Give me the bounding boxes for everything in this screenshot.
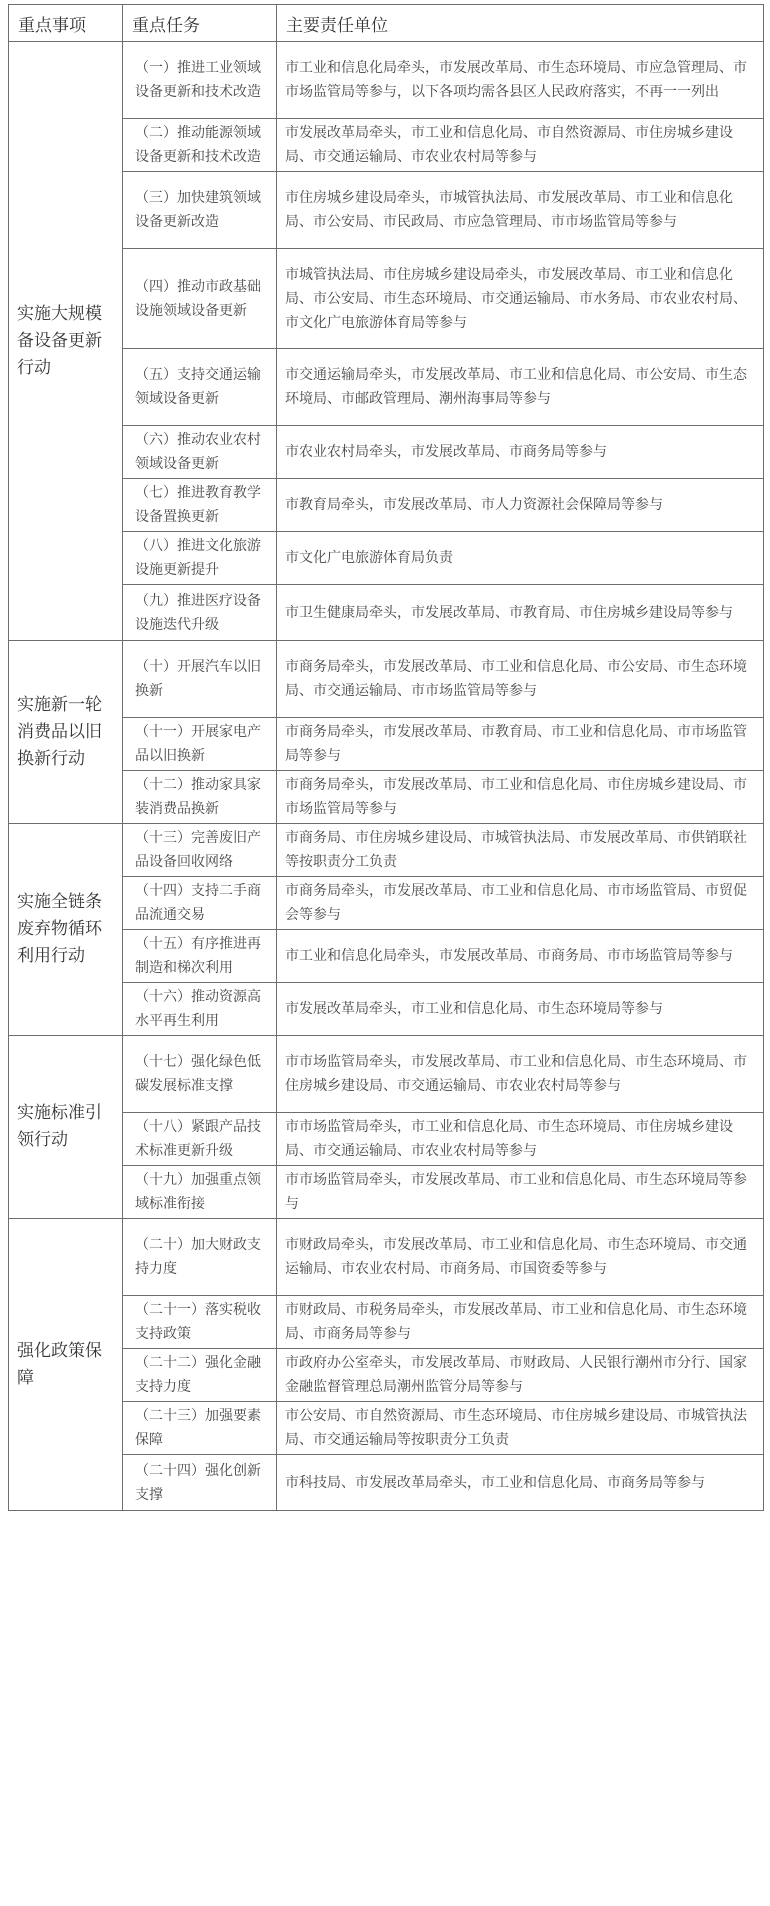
unit-cell: 市科技局、市发展改革局牵头，市工业和信息化局、市商务局等参与	[277, 1455, 764, 1511]
unit-cell: 市商务局牵头，市发展改革局、市工业和信息化局、市住房城乡建设局、市市场监管局等参与	[277, 771, 764, 824]
table-row	[9, 877, 764, 930]
table-row	[9, 479, 764, 532]
unit-cell: 市市场监管局牵头，市发展改革局、市工业和信息化局、市生态环境局、市住房城乡建设局、市交通运输局、市农业农村局等参与	[277, 1036, 764, 1113]
table-row	[9, 824, 764, 877]
unit-cell: 市工业和信息化局牵头，市发展改革局、市生态环境局、市应急管理局、市市场监管局等参与，以下各项均需各县区人民政府落实，不再一一列出	[277, 42, 764, 119]
table-row	[9, 718, 764, 771]
task-cell: （十六）推动资源高水平再生利用	[123, 983, 277, 1036]
header-row	[9, 5, 764, 42]
table-row	[9, 172, 764, 249]
unit-cell: 市商务局牵头，市发展改革局、市教育局、市工业和信息化局、市市场监管局等参与	[277, 718, 764, 771]
task-cell: （六）推动农业农村领域设备更新	[123, 426, 277, 479]
matter-cell: 实施大规模备设备更新行动	[9, 42, 123, 641]
task-cell: （三）加快建筑领域设备更新改造	[123, 172, 277, 249]
task-cell: （二十三）加强要素保障	[123, 1402, 277, 1455]
unit-cell: 市城管执法局、市住房城乡建设局牵头，市发展改革局、市工业和信息化局、市公安局、市生态环境局、市交通运输局、市水务局、市农业农村局、市文化广电旅游体育局等参与	[277, 249, 764, 349]
header-matter: 重点事项	[9, 5, 123, 42]
header-unit: 主要责任单位	[277, 5, 764, 42]
task-cell: （五）支持交通运输领域设备更新	[123, 349, 277, 426]
task-cell: （二十四）强化创新支撑	[123, 1455, 277, 1511]
task-cell: （十一）开展家电产品以旧换新	[123, 718, 277, 771]
matter-cell: 强化政策保障	[9, 1219, 123, 1511]
table-row	[9, 1113, 764, 1166]
unit-cell: 市市场监管局牵头，市发展改革局、市工业和信息化局、市生态环境局等参与	[277, 1166, 764, 1219]
unit-cell: 市住房城乡建设局牵头，市城管执法局、市发展改革局、市工业和信息化局、市公安局、市民政局、市应急管理局、市市场监管局等参与	[277, 172, 764, 249]
task-cell: （十八）紧跟产品技术标准更新升级	[123, 1113, 277, 1166]
table-row	[9, 771, 764, 824]
table-row	[9, 426, 764, 479]
unit-cell: 市市场监管局牵头，市工业和信息化局、市生态环境局、市住房城乡建设局、市交通运输局、市农业农村局等参与	[277, 1113, 764, 1166]
table-row	[9, 349, 764, 426]
task-cell: （十四）支持二手商品流通交易	[123, 877, 277, 930]
unit-cell: 市教育局牵头，市发展改革局、市人力资源社会保障局等参与	[277, 479, 764, 532]
task-cell: （二十二）强化金融支持力度	[123, 1349, 277, 1402]
task-table	[8, 4, 764, 1511]
table-row	[9, 1219, 764, 1296]
table-row	[9, 1036, 764, 1113]
matter-cell: 实施全链条废弃物循环利用行动	[9, 824, 123, 1036]
task-cell: （二）推动能源领域设备更新和技术改造	[123, 119, 277, 172]
task-cell: （十三）完善废旧产品设备回收网络	[123, 824, 277, 877]
task-cell: （十五）有序推进再制造和梯次利用	[123, 930, 277, 983]
table-row	[9, 1296, 764, 1349]
task-cell: （七）推进教育教学设备置换更新	[123, 479, 277, 532]
table-row	[9, 1349, 764, 1402]
unit-cell: 市农业农村局牵头，市发展改革局、市商务局等参与	[277, 426, 764, 479]
task-cell: （二十一）落实税收支持政策	[123, 1296, 277, 1349]
unit-cell: 市工业和信息化局牵头，市发展改革局、市商务局、市市场监管局等参与	[277, 930, 764, 983]
unit-cell: 市财政局牵头，市发展改革局、市工业和信息化局、市生态环境局、市交通运输局、市农业农村局、市商务局、市国资委等参与	[277, 1219, 764, 1296]
task-cell: （十九）加强重点领域标准衔接	[123, 1166, 277, 1219]
task-cell: （四）推动市政基础设施领域设备更新	[123, 249, 277, 349]
table-row	[9, 119, 764, 172]
task-cell: （一）推进工业领域设备更新和技术改造	[123, 42, 277, 119]
table-row	[9, 1166, 764, 1219]
task-cell: （十七）强化绿色低碳发展标准支撑	[123, 1036, 277, 1113]
task-cell: （九）推进医疗设备设施迭代升级	[123, 585, 277, 641]
table-row	[9, 532, 764, 585]
table-row	[9, 930, 764, 983]
table-row	[9, 585, 764, 641]
unit-cell: 市政府办公室牵头，市发展改革局、市财政局、人民银行潮州市分行、国家金融监督管理总局潮州监管分局等参与	[277, 1349, 764, 1402]
unit-cell: 市公安局、市自然资源局、市生态环境局、市住房城乡建设局、市城管执法局、市交通运输局等按职责分工负责	[277, 1402, 764, 1455]
table-row	[9, 983, 764, 1036]
table-row	[9, 42, 764, 119]
task-cell: （十二）推动家具家装消费品换新	[123, 771, 277, 824]
task-cell: （八）推进文化旅游设施更新提升	[123, 532, 277, 585]
table-body	[9, 42, 764, 1511]
table-row	[9, 641, 764, 718]
matter-cell: 实施新一轮消费品以旧换新行动	[9, 641, 123, 824]
unit-cell: 市财政局、市税务局牵头，市发展改革局、市工业和信息化局、市生态环境局、市商务局等参与	[277, 1296, 764, 1349]
unit-cell: 市商务局牵头，市发展改革局、市工业和信息化局、市公安局、市生态环境局、市交通运输局、市市场监管局等参与	[277, 641, 764, 718]
unit-cell: 市商务局、市住房城乡建设局、市城管执法局、市发展改革局、市供销联社等按职责分工负责	[277, 824, 764, 877]
table-row	[9, 249, 764, 349]
task-cell: （二十）加大财政支持力度	[123, 1219, 277, 1296]
unit-cell: 市发展改革局牵头，市工业和信息化局、市生态环境局等参与	[277, 983, 764, 1036]
unit-cell: 市商务局牵头，市发展改革局、市工业和信息化局、市市场监管局、市贸促会等参与	[277, 877, 764, 930]
matter-cell: 实施标准引领行动	[9, 1036, 123, 1219]
task-cell: （十）开展汽车以旧换新	[123, 641, 277, 718]
table-row	[9, 1455, 764, 1511]
unit-cell: 市卫生健康局牵头，市发展改革局、市教育局、市住房城乡建设局等参与	[277, 585, 764, 641]
unit-cell: 市文化广电旅游体育局负责	[277, 532, 764, 585]
unit-cell: 市发展改革局牵头，市工业和信息化局、市自然资源局、市住房城乡建设局、市交通运输局、市农业农村局等参与	[277, 119, 764, 172]
unit-cell: 市交通运输局牵头，市发展改革局、市工业和信息化局、市公安局、市生态环境局、市邮政管理局、潮州海事局等参与	[277, 349, 764, 426]
table-row	[9, 1402, 764, 1455]
header-task: 重点任务	[123, 5, 277, 42]
